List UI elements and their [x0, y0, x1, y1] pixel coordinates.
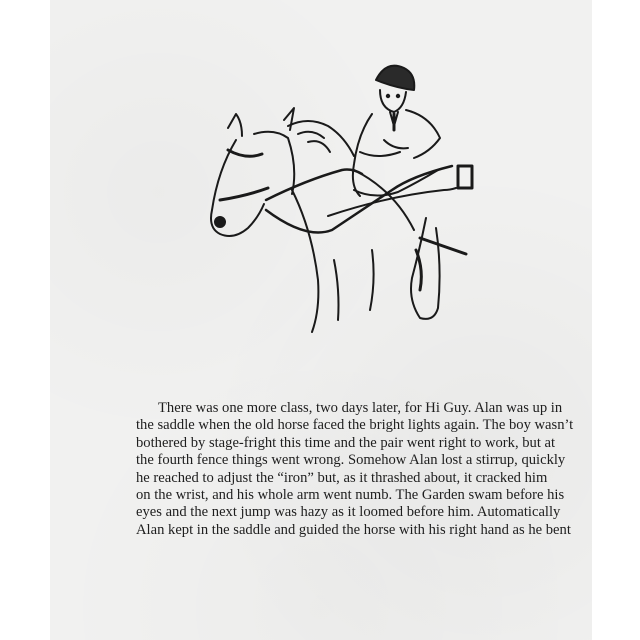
text-line: There was one more class, two days later, for Hi Guy. Alan was up in [158, 400, 563, 416]
text-line: he reached to adjust the “iron” but, as it thrashed about, it cracked him [136, 469, 548, 486]
text-line: the fourth fence things went wrong. Somehow Alan lost a stirrup, quickly [136, 452, 566, 469]
horse-and-rider-illustration [158, 40, 498, 340]
text-line: eyes and the next jump was hazy as it loomed before him. Automatically [136, 504, 561, 521]
body-paragraph [136, 400, 574, 539]
text-line: bothered by stage-fright this time and the pair went right to work, but at [136, 434, 556, 451]
text-line: the saddle when the old horse faced the bright lights again. The boy wasn’t [136, 417, 574, 434]
text-line: Alan kept in the saddle and guided the horse with his right hand as he bent [136, 521, 571, 538]
book-page [50, 0, 592, 640]
text-line: on the wrist, and his whole arm went numb. The Garden swam before his [136, 487, 565, 504]
